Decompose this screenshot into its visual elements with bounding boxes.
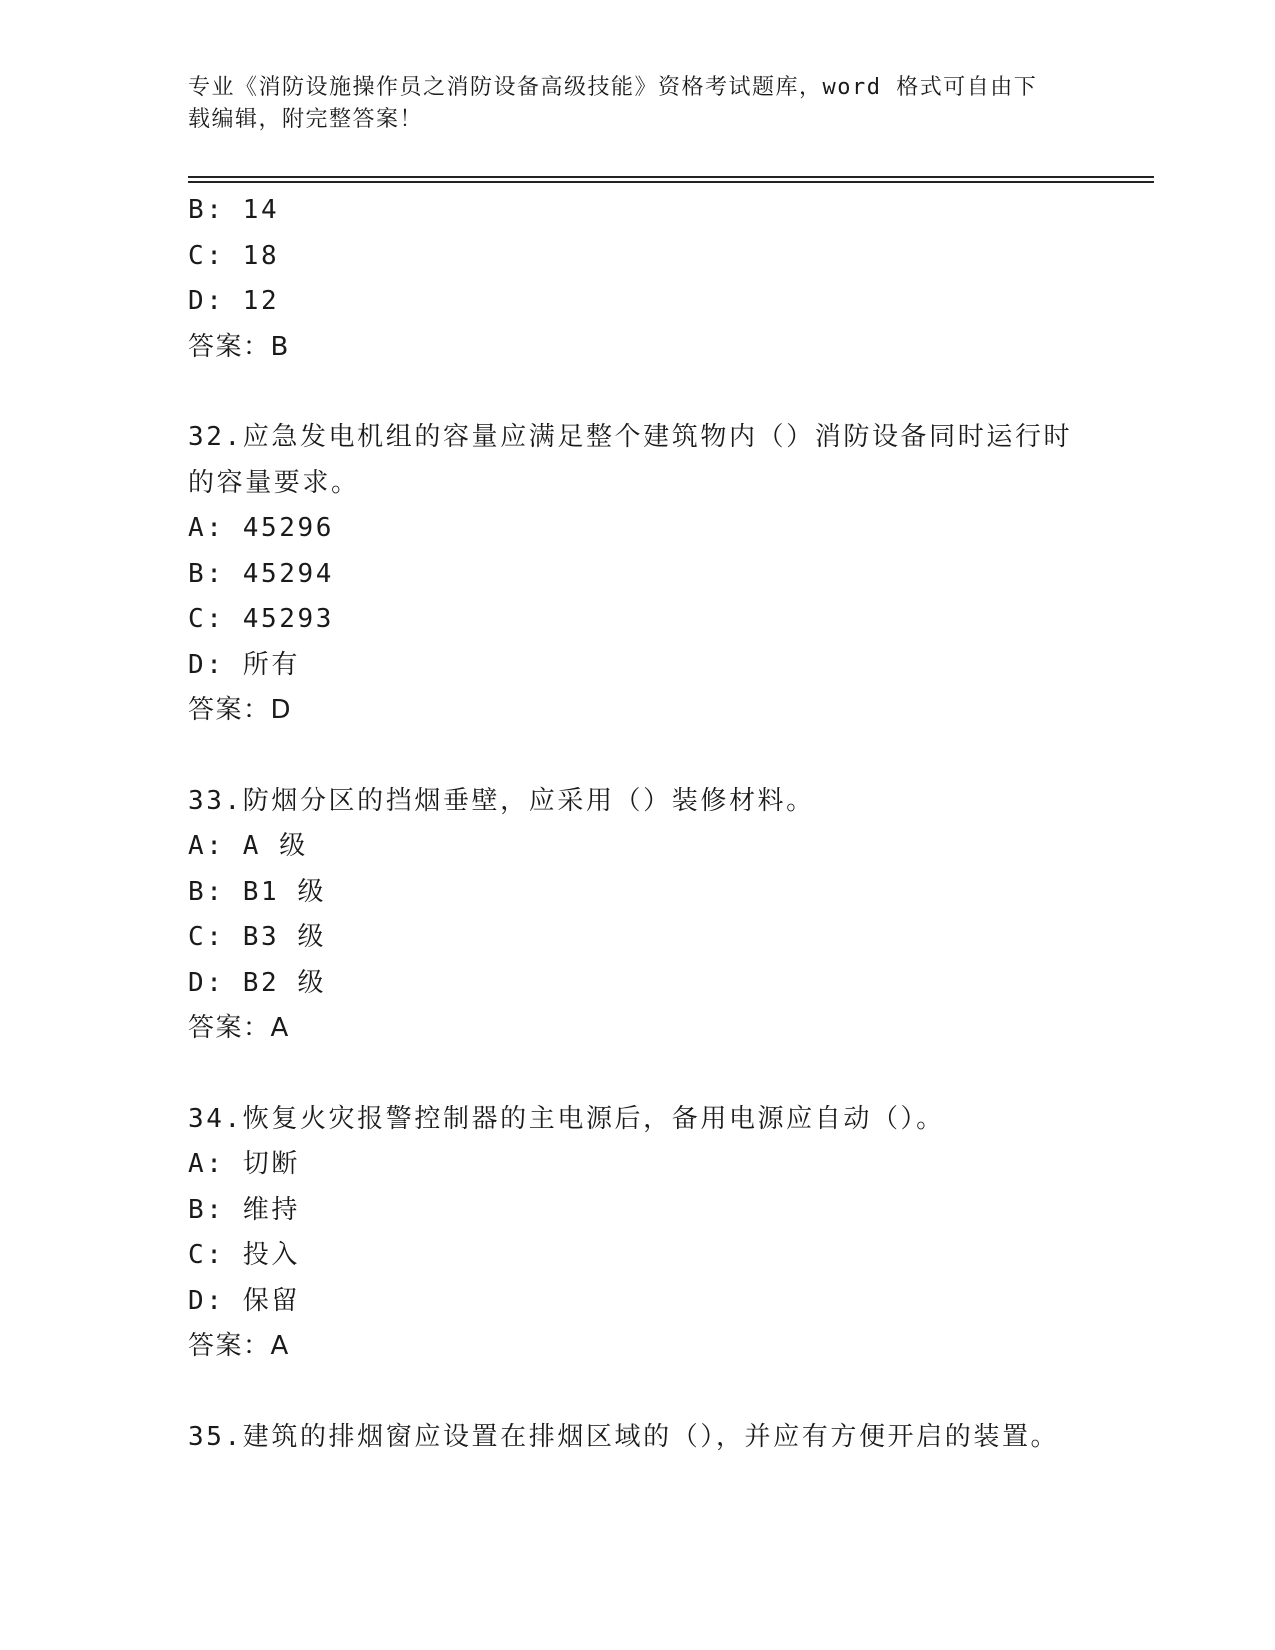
answer-label: 答案：A [188, 1013, 290, 1043]
question-31-continued [188, 188, 1088, 370]
question-text: 34.恢复火灾报警控制器的主电源后，备用电源应自动（）。 [188, 1103, 945, 1134]
option-d: D: 保留 [188, 1285, 300, 1316]
question-text-continued: 的容量要求。 [188, 467, 360, 498]
header-line-2: 载编辑，附完整答案！ [188, 107, 424, 132]
question-35 [188, 1415, 1088, 1461]
question-text: 35.建筑的排烟窗应设置在排烟区域的（），并应有方便开启的装置。 [188, 1421, 1060, 1452]
header-divider-bottom [188, 181, 1154, 183]
option-a: A: 45296 [188, 513, 335, 543]
option-b: B: B1 级 [188, 876, 327, 907]
header-line-1: 专业《消防设施操作员之消防设备高级技能》资格考试题库，word 格式可自由下 [188, 75, 1038, 100]
document-header [188, 72, 1068, 136]
question-34 [188, 1097, 1088, 1370]
question-list [188, 188, 1088, 1460]
option-d: D: B2 级 [188, 967, 327, 998]
option-c: C: 18 [188, 240, 280, 271]
option-b: B: 14 [188, 195, 280, 225]
answer-label: 答案：D [188, 695, 293, 725]
question-32 [188, 415, 1088, 734]
option-b: B: 维持 [188, 1194, 300, 1225]
question-33 [188, 779, 1088, 1052]
answer-label: 答案：B [188, 331, 290, 362]
option-a: A: A 级 [188, 831, 308, 861]
answer-label: 答案：A [188, 1331, 290, 1361]
question-text: 32.应急发电机组的容量应满足整个建筑物内（）消防设备同时运行时 [188, 422, 1073, 452]
spacer [188, 1370, 1088, 1415]
header-divider-top [188, 176, 1154, 178]
question-text: 33.防烟分区的挡烟垂壁，应采用（）装修材料。 [188, 785, 815, 816]
option-b: B: 45294 [188, 558, 335, 589]
option-c: C: 投入 [188, 1240, 300, 1270]
option-c: C: 45293 [188, 604, 335, 634]
option-a: A: 切断 [188, 1149, 300, 1179]
option-d: D: 所有 [188, 649, 300, 680]
option-d: D: 12 [188, 286, 280, 316]
spacer [188, 734, 1088, 779]
spacer [188, 370, 1088, 415]
spacer [188, 1052, 1088, 1097]
option-c: C: B3 级 [188, 922, 327, 952]
